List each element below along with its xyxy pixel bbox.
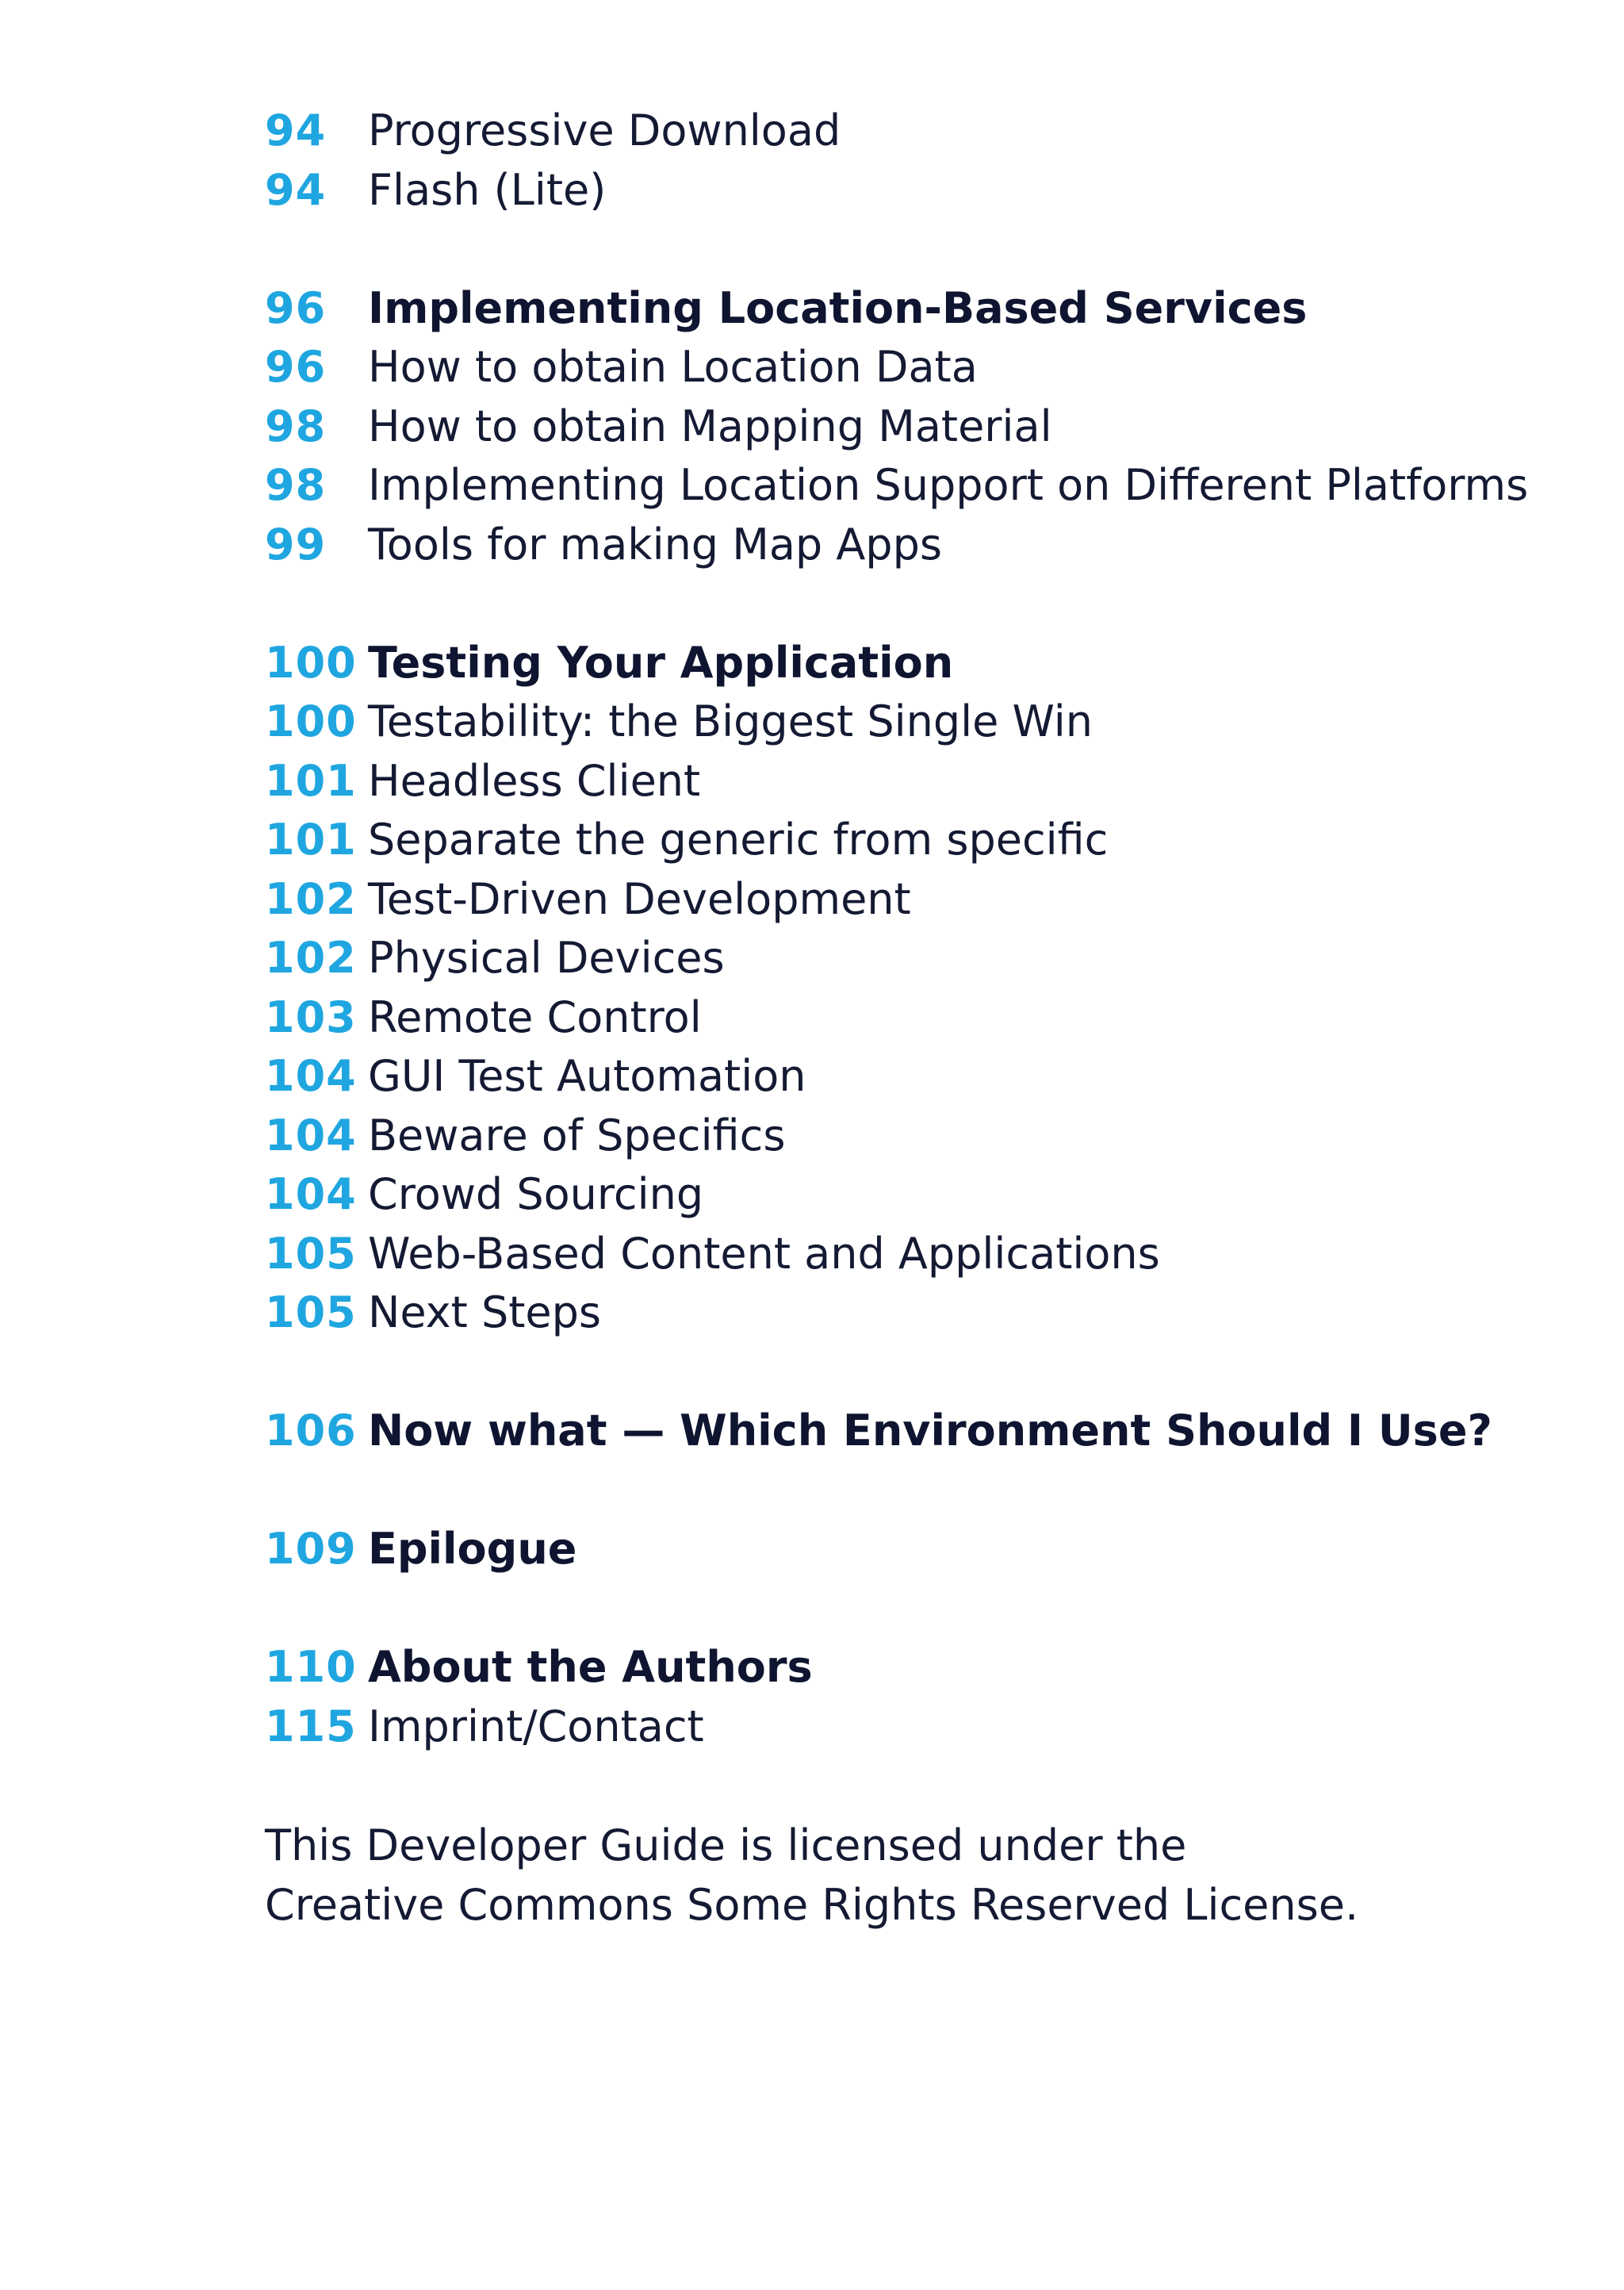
- toc-page-number: 98: [265, 401, 327, 451]
- toc-section-heading[interactable]: [265, 1638, 1565, 1697]
- toc-entry-title: Imprint/Contact: [368, 1701, 704, 1751]
- toc-entry-title: Epilogue: [368, 1524, 577, 1574]
- license-notice: [265, 1816, 1565, 1935]
- toc-page-number: 102: [265, 873, 357, 924]
- toc-entry-title: About the Authors: [368, 1642, 813, 1692]
- toc-page-number: 94: [265, 105, 327, 155]
- toc-entry-title: Remote Control: [368, 992, 702, 1042]
- toc-page-number: 101: [265, 755, 357, 806]
- toc-entry[interactable]: [265, 338, 1565, 397]
- toc-entry[interactable]: [265, 1047, 1565, 1107]
- toc-section-heading[interactable]: [265, 279, 1565, 339]
- toc-entry-title: Headless Client: [368, 755, 701, 806]
- toc-page-number: 104: [265, 1169, 357, 1219]
- toc-page-number: 101: [265, 815, 357, 865]
- toc-entry[interactable]: [265, 1107, 1565, 1166]
- toc-page-number: 102: [265, 933, 357, 983]
- toc-entry[interactable]: [265, 456, 1565, 516]
- toc-section-heading[interactable]: [265, 1402, 1565, 1461]
- toc-entry[interactable]: [265, 811, 1565, 870]
- toc-entry-title: How to obtain Mapping Material: [368, 401, 1052, 451]
- toc-page-number: 104: [265, 1110, 357, 1160]
- toc-entry-title: Tools for making Map Apps: [368, 519, 942, 570]
- toc-entry-title: Test-Driven Development: [368, 873, 911, 924]
- toc-entry-title: Web-Based Content and Applications: [368, 1228, 1160, 1279]
- toc-entry[interactable]: [265, 752, 1565, 811]
- toc-entry[interactable]: [265, 1165, 1565, 1225]
- toc-entry-title: Testing Your Application: [368, 637, 954, 688]
- toc-entry[interactable]: [265, 516, 1565, 575]
- toc-entry[interactable]: [265, 988, 1565, 1048]
- toc-entry-title: Separate the generic from specific: [368, 815, 1109, 865]
- toc-entry-title: Implementing Location-Based Services: [368, 282, 1308, 333]
- toc-page-number: 98: [265, 460, 327, 510]
- toc-entry[interactable]: [265, 161, 1565, 221]
- toc-page-number: 96: [265, 342, 327, 392]
- toc-entry-title: GUI Test Automation: [368, 1051, 806, 1101]
- toc-section-heading[interactable]: [265, 1520, 1565, 1579]
- license-line-1: This Developer Guide is licensed under the: [265, 1820, 1187, 1870]
- toc-page-number: 106: [265, 1406, 357, 1456]
- toc-entry-title: Physical Devices: [368, 933, 725, 983]
- toc-entry-title: Flash (Lite): [368, 164, 607, 215]
- toc-entry-title: Implementing Location Support on Different Platforms: [368, 460, 1529, 510]
- table-of-contents: [265, 102, 1565, 1756]
- toc-entry[interactable]: [265, 929, 1565, 988]
- toc-page-number: 99: [265, 519, 327, 570]
- license-line-2: Creative Commons Some Rights Reserved License.: [265, 1879, 1359, 1930]
- toc-page-number: 100: [265, 696, 357, 746]
- toc-page-number: 100: [265, 637, 357, 688]
- toc-entry[interactable]: [265, 1697, 1565, 1757]
- toc-page-number: 115: [265, 1701, 357, 1751]
- toc-entry-title: How to obtain Location Data: [368, 342, 978, 392]
- toc-entry-title: Testability: the Biggest Single Win: [368, 696, 1093, 746]
- toc-entry[interactable]: [265, 1283, 1565, 1343]
- toc-section-heading[interactable]: [265, 634, 1565, 693]
- toc-page-number: 94: [265, 164, 327, 215]
- toc-page-number: 105: [265, 1287, 357, 1337]
- toc-page-number: 103: [265, 992, 357, 1042]
- toc-page-number: 104: [265, 1051, 357, 1101]
- toc-entry[interactable]: [265, 397, 1565, 457]
- toc-entry[interactable]: [265, 870, 1565, 930]
- toc-entry[interactable]: [265, 102, 1565, 161]
- toc-entry[interactable]: [265, 1225, 1565, 1284]
- toc-entry-title: Beware of Specifics: [368, 1110, 786, 1160]
- toc-page-number: 110: [265, 1642, 357, 1692]
- toc-entry-title: Next Steps: [368, 1287, 602, 1337]
- toc-page-number: 96: [265, 282, 327, 333]
- toc-entry-title: Now what — Which Environment Should I Use?: [368, 1406, 1492, 1456]
- toc-page-number: 105: [265, 1228, 357, 1279]
- toc-page-number: 109: [265, 1524, 357, 1574]
- toc-entry-title: Progressive Download: [368, 105, 841, 155]
- toc-entry[interactable]: [265, 692, 1565, 752]
- toc-entry-title: Crowd Sourcing: [368, 1169, 704, 1219]
